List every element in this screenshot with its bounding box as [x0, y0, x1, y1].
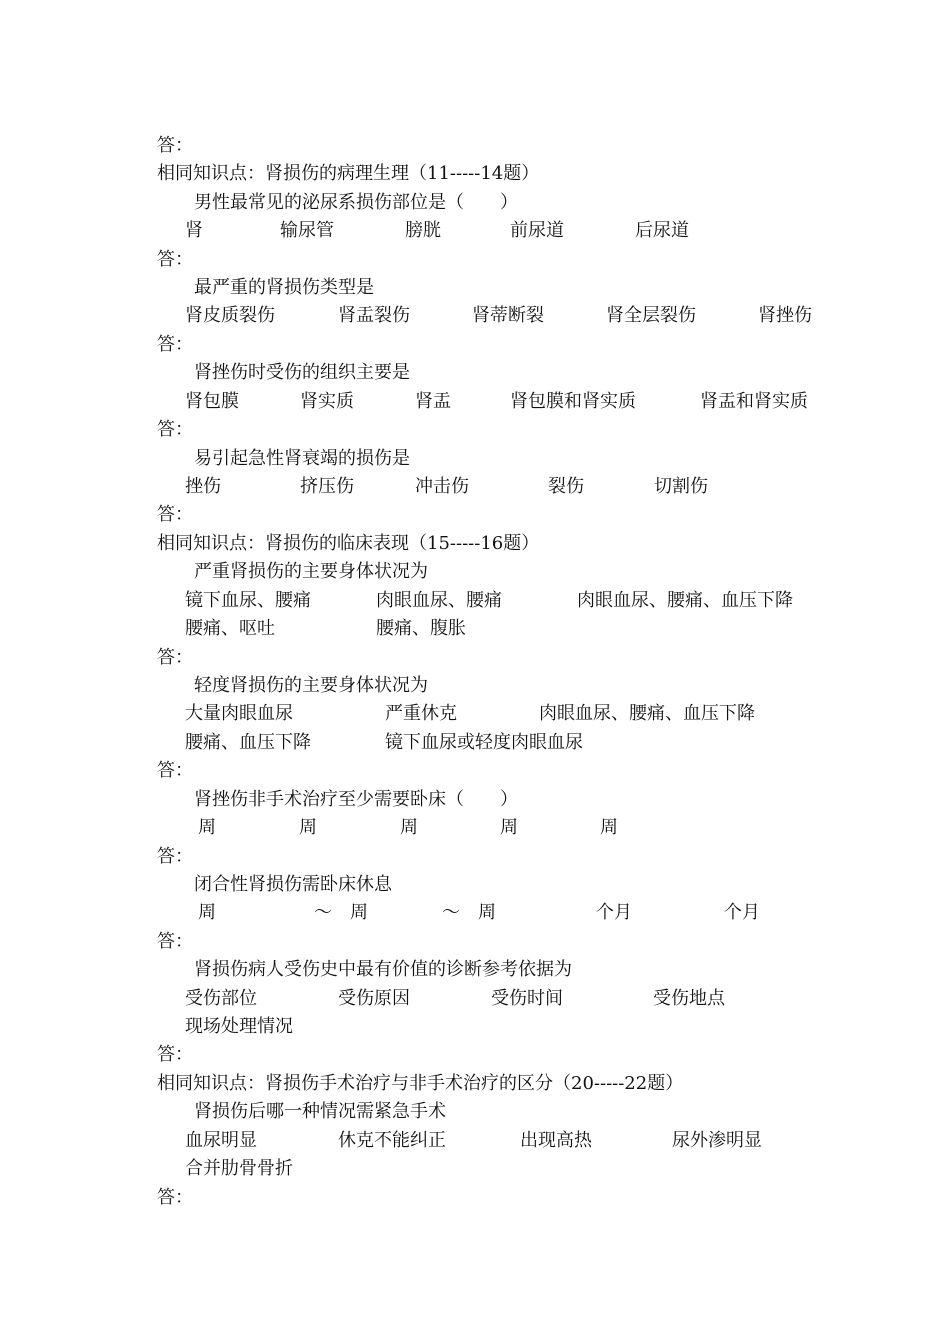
- option-c[interactable]: 肉眼血尿、腰痛、血压下降: [577, 590, 793, 611]
- option-b[interactable]: 肾盂裂伤: [338, 305, 410, 326]
- question-stem: 肾损伤后哪一种情况需紧急手术: [194, 1101, 446, 1122]
- question-stem: 最严重的肾损伤类型是: [194, 277, 374, 298]
- option-b[interactable]: 周: [299, 817, 317, 838]
- option-e[interactable]: 现场处理情况: [185, 1016, 293, 1037]
- question-stem: 严重肾损伤的主要身体状况为: [194, 561, 428, 582]
- option-d[interactable]: 前尿道: [510, 220, 564, 241]
- option-c[interactable]: 周: [400, 817, 418, 838]
- option-c[interactable]: ～ 周: [442, 902, 496, 923]
- option-a[interactable]: 周: [198, 902, 216, 923]
- option-e[interactable]: 周: [600, 817, 618, 838]
- option-e[interactable]: 合并肋骨骨折: [185, 1158, 293, 1179]
- question-stem: 肾挫伤非手术治疗至少需要卧床（ ）: [194, 789, 518, 810]
- answer-label: 答：: [157, 931, 193, 952]
- option-b[interactable]: 受伤原因: [338, 988, 410, 1009]
- option-b[interactable]: 肉眼血尿、腰痛: [376, 590, 502, 611]
- option-d[interactable]: 裂伤: [548, 476, 584, 497]
- option-b[interactable]: 严重休克: [385, 703, 457, 724]
- question-stem: 肾损伤病人受伤史中最有价值的诊断参考依据为: [194, 959, 572, 980]
- option-e[interactable]: 切割伤: [654, 476, 708, 497]
- option-c[interactable]: 膀胱: [405, 220, 441, 241]
- option-e[interactable]: 腰痛、腹胀: [376, 618, 466, 639]
- option-a[interactable]: 血尿明显: [185, 1130, 257, 1151]
- question-stem: 轻度肾损伤的主要身体状况为: [194, 675, 428, 696]
- question-stem: 肾挫伤时受伤的组织主要是: [194, 362, 410, 383]
- option-c[interactable]: 肾蒂断裂: [472, 305, 544, 326]
- option-c[interactable]: 肉眼血尿、腰痛、血压下降: [539, 703, 755, 724]
- question-stem: 易引起急性肾衰竭的损伤是: [194, 448, 410, 469]
- section-heading-pathophysiology: 相同知识点：肾损伤的病理生理（11-----14题）: [157, 163, 540, 184]
- option-a[interactable]: 肾: [185, 220, 203, 241]
- option-e[interactable]: 后尿道: [635, 220, 689, 241]
- option-b[interactable]: 肾实质: [300, 391, 354, 412]
- option-d[interactable]: 周: [500, 817, 518, 838]
- answer-label: 答：: [157, 647, 193, 668]
- option-a[interactable]: 周: [198, 817, 216, 838]
- answer-label: 答：: [157, 1187, 193, 1208]
- answer-label: 答：: [157, 1044, 193, 1065]
- option-a[interactable]: 大量肉眼血尿: [185, 703, 293, 724]
- option-a[interactable]: 肾皮质裂伤: [185, 305, 275, 326]
- option-e[interactable]: 个月: [724, 902, 760, 923]
- option-a[interactable]: 镜下血尿、腰痛: [185, 590, 311, 611]
- option-d[interactable]: 尿外渗明显: [672, 1130, 762, 1151]
- option-b[interactable]: 输尿管: [280, 220, 334, 241]
- option-c[interactable]: 出现高热: [520, 1130, 592, 1151]
- option-c[interactable]: 冲击伤: [415, 476, 469, 497]
- question-stem: 闭合性肾损伤需卧床休息: [194, 874, 392, 895]
- option-d[interactable]: 个月: [596, 902, 632, 923]
- option-e[interactable]: 镜下血尿或轻度肉眼血尿: [385, 732, 583, 753]
- option-c[interactable]: 肾盂: [415, 391, 451, 412]
- option-d[interactable]: 腰痛、血压下降: [185, 732, 311, 753]
- option-d[interactable]: 腰痛、呕吐: [185, 618, 275, 639]
- option-c[interactable]: 受伤时间: [491, 988, 563, 1009]
- section-heading-clinical: 相同知识点：肾损伤的临床表现（15-----16题）: [157, 533, 540, 554]
- question-stem: 男性最常见的泌尿系损伤部位是（ ）: [194, 192, 518, 213]
- answer-label: 答：: [157, 334, 193, 355]
- option-b[interactable]: ～ 周: [314, 902, 368, 923]
- option-e[interactable]: 肾盂和肾实质: [700, 391, 808, 412]
- option-d[interactable]: 受伤地点: [653, 988, 725, 1009]
- option-a[interactable]: 肾包膜: [185, 391, 239, 412]
- option-d[interactable]: 肾全层裂伤: [606, 305, 696, 326]
- option-d[interactable]: 肾包膜和肾实质: [510, 391, 636, 412]
- answer-label: 答：: [157, 846, 193, 867]
- option-e[interactable]: 肾挫伤: [758, 305, 812, 326]
- answer-label: 答：: [157, 760, 193, 781]
- answer-label: 答：: [157, 504, 193, 525]
- section-heading-treatment: 相同知识点：肾损伤手术治疗与非手术治疗的区分（20-----22题）: [157, 1073, 684, 1094]
- option-b[interactable]: 挤压伤: [300, 476, 354, 497]
- option-a[interactable]: 挫伤: [185, 476, 221, 497]
- answer-label: 答：: [157, 419, 193, 440]
- option-b[interactable]: 休克不能纠正: [338, 1130, 446, 1151]
- option-a[interactable]: 受伤部位: [185, 988, 257, 1009]
- answer-label: 答：: [157, 135, 193, 156]
- answer-label: 答：: [157, 249, 193, 270]
